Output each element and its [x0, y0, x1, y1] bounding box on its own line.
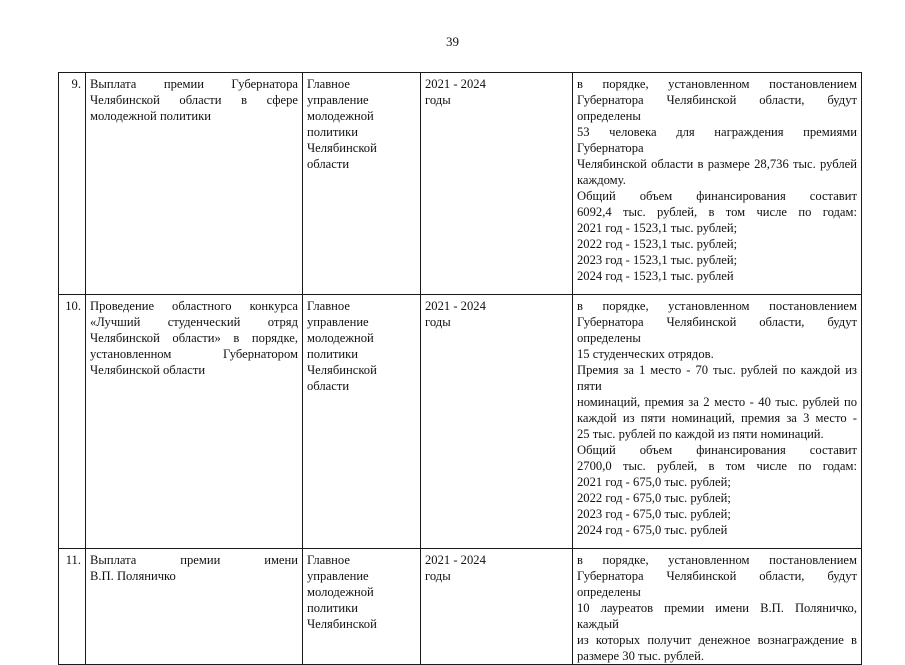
expected-result: [573, 549, 862, 665]
text-line: 25 тыс. рублей по каждой из пяти номинаций.: [577, 427, 824, 441]
table-row: [59, 73, 862, 295]
measure-name: [86, 549, 303, 665]
expected-result: [573, 295, 862, 549]
executor: [303, 549, 421, 665]
period: [421, 549, 573, 665]
text-line: 2023 год - 1523,1 тыс. рублей;: [577, 253, 738, 267]
text-line: Челябинской: [307, 617, 377, 631]
period: [421, 295, 573, 549]
text-line: из которых получит денежное вознаграждение в: [577, 633, 857, 647]
text-line: годы: [425, 93, 451, 107]
text-line: 2021 - 2024: [425, 299, 486, 313]
text-line: политики: [307, 601, 358, 615]
text-line: Губернатора Челябинской области, будут определены: [577, 93, 857, 123]
text-line: политики: [307, 125, 358, 139]
text-line: управление: [307, 93, 369, 107]
text-line: Общий объем финансирования составит: [577, 189, 857, 203]
text-line: Главное: [307, 77, 350, 91]
text-line: Челябинской области в сфере: [90, 93, 298, 107]
text-line: Губернатора Челябинской области, будут определены: [577, 315, 857, 345]
text-line: Губернатора Челябинской области, будут определены: [577, 569, 857, 599]
text-line: 10 лауреатов премии имени В.П. Поляничко, каждый: [577, 601, 857, 631]
text-line: каждому.: [577, 173, 626, 187]
text-line: 2022 год - 1523,1 тыс. рублей;: [577, 237, 738, 251]
text-line: 2021 год - 1523,1 тыс. рублей;: [577, 221, 738, 235]
text-line: Челябинской: [307, 141, 377, 155]
text-line: 53 человека для награждения премиями Губернатора: [577, 125, 857, 155]
text-line: молодежной: [307, 109, 374, 123]
text-line: 2021 - 2024: [425, 77, 486, 91]
table-row: [59, 295, 862, 549]
text-line: 2021 - 2024: [425, 553, 486, 567]
text-line: в порядке, установленном постановлением: [577, 553, 857, 567]
table-row: [59, 549, 862, 665]
text-line: Главное: [307, 553, 350, 567]
text-line: 2700,0 тыс. рублей, в том числе по годам:: [577, 459, 857, 473]
text-line: области: [307, 379, 350, 393]
executor: [303, 295, 421, 549]
text-line: Выплата премии имени: [90, 553, 298, 567]
text-line: Челябинской области: [90, 363, 206, 377]
text-line: годы: [425, 569, 451, 583]
text-line: управление: [307, 569, 369, 583]
page-number: 39: [446, 34, 459, 49]
measure-name: [86, 295, 303, 549]
row-number: 9.: [59, 73, 86, 295]
text-line: 2021 год - 675,0 тыс. рублей;: [577, 475, 731, 489]
text-line: 2024 год - 1523,1 тыс. рублей: [577, 269, 734, 283]
text-line: 15 студенческих отрядов.: [577, 347, 714, 361]
text-line: 6092,4 тыс. рублей, в том числе по годам:: [577, 205, 857, 219]
text-line: молодежной: [307, 331, 374, 345]
text-line: молодежной политики: [90, 109, 211, 123]
text-line: Челябинской области» в порядке,: [90, 331, 298, 345]
text-line: в порядке, установленном постановлением: [577, 299, 857, 313]
text-line: Главное: [307, 299, 350, 313]
text-line: Челябинской области в размере 28,736 тыс. рублей: [577, 157, 857, 171]
text-line: области: [307, 157, 350, 171]
executor: [303, 73, 421, 295]
text-line: управление: [307, 315, 369, 329]
measures-table: [58, 72, 862, 665]
expected-result: [573, 73, 862, 295]
measure-name: [86, 73, 303, 295]
text-line: «Лучший студенческий отряд: [90, 315, 298, 329]
text-line: Премия за 1 место - 70 тыс. рублей по каждой из пяти: [577, 363, 857, 393]
text-line: 2022 год - 675,0 тыс. рублей;: [577, 491, 731, 505]
text-line: каждой из пяти номинаций, премия за 3 место -: [577, 411, 857, 425]
text-line: 2023 год - 675,0 тыс. рублей;: [577, 507, 731, 521]
text-line: размере 30 тыс. рублей.: [577, 649, 704, 663]
text-line: Челябинской: [307, 363, 377, 377]
row-number: 11.: [59, 549, 86, 665]
row-number: 10.: [59, 295, 86, 549]
text-line: в порядке, установленном постановлением: [577, 77, 857, 91]
text-line: Выплата премии Губернатора: [90, 77, 298, 91]
text-line: 2024 год - 675,0 тыс. рублей: [577, 523, 728, 537]
text-line: годы: [425, 315, 451, 329]
text-line: молодежной: [307, 585, 374, 599]
text-line: Проведение областного конкурса: [90, 299, 298, 313]
period: [421, 73, 573, 295]
text-line: политики: [307, 347, 358, 361]
text-line: номинаций, премия за 2 место - 40 тыс. рублей по: [577, 395, 857, 409]
text-line: Общий объем финансирования составит: [577, 443, 857, 457]
text-line: В.П. Поляничко: [90, 569, 176, 583]
text-line: установленном Губернатором: [90, 347, 298, 361]
